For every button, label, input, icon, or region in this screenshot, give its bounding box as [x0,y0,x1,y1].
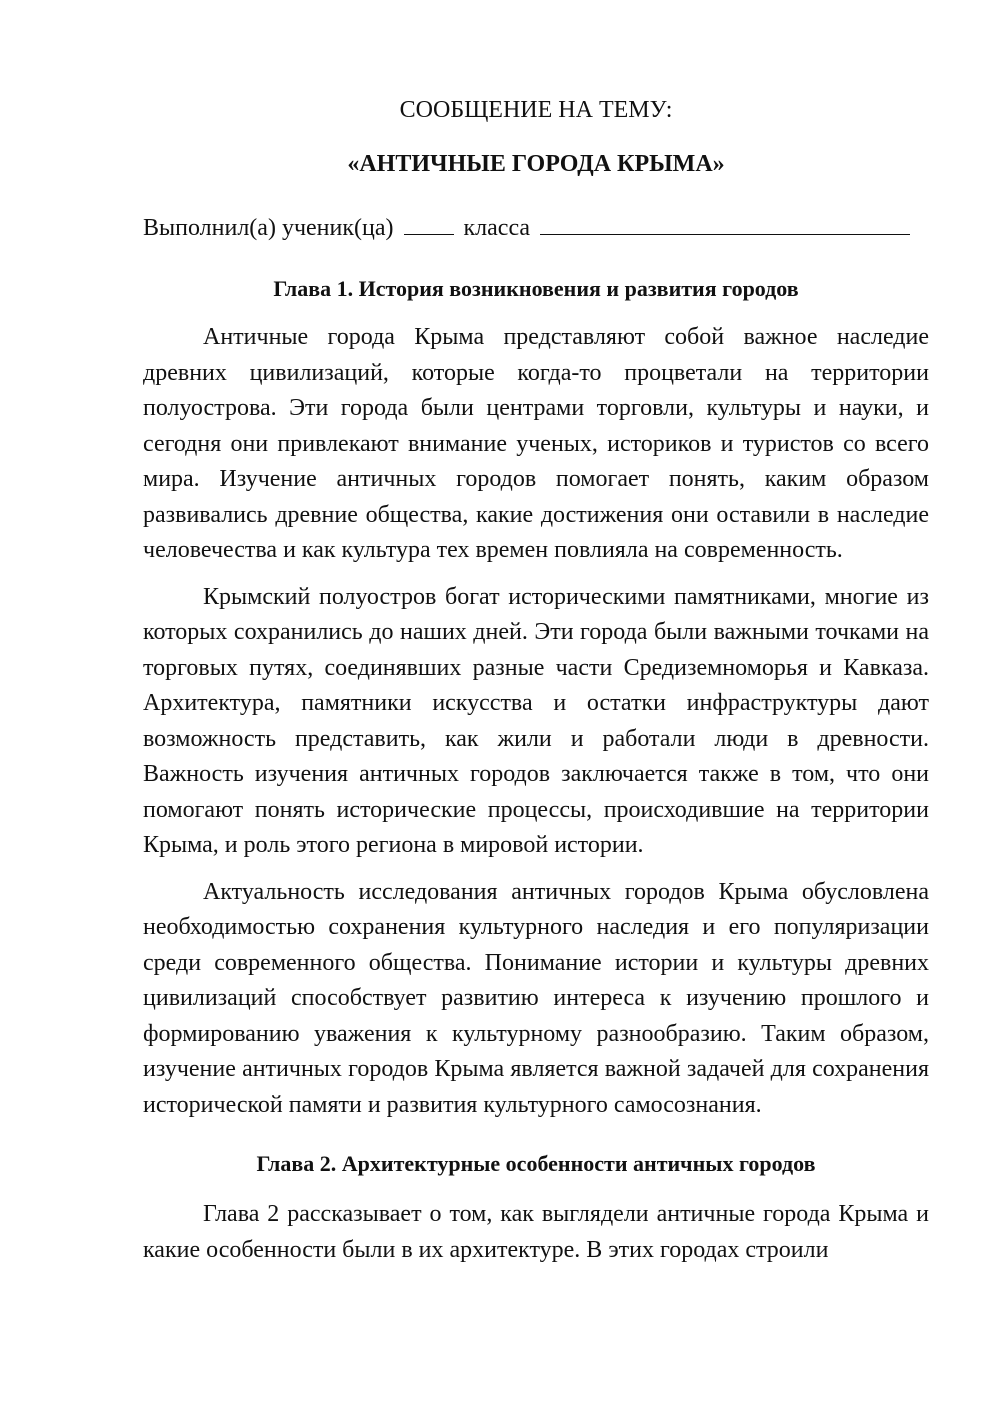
chapter-1-paragraph: Крымский полуостров богат историческими памятниками, многие из которых сохранились до наших дней. Эти города были важными точками на торговых путях, соединявших разные части Средиземноморья и Кавказа. Архитектура, памятники искусства и остатки инфраструктуры дают возможность представить, как жили и работали люди в древности. Важность изучения античных городов заключается также в том, что они помогают понять исторические процессы, происходившие на территории Крыма, и роль этого региона в мировой истории. [143,583,929,858]
chapter-2-heading: Глава 2. Архитектурные особенности античных городов [256,1151,816,1176]
class-label: класса [463,215,531,241]
chapter-2-paragraph: Глава 2 рассказывает о том, как выглядели античные города Крыма и какие особенности были в их архитектуре. В этих городах строили [143,1201,929,1263]
chapter-1-paragraph: Античные города Крыма представляют собой важное наследие древних цивилизаций, которые когда-то процветали на территории полуострова. Эти города были центрами торговли, культуры и науки, и сегодня они привлекают внимание ученых, историков и туристов со всего мира. Изучение античных городов помогает понять, каким образом развивались древние общества, какие достижения они оставили в наследие человечества и как культура тех времен повлияла на современность. [143,324,929,563]
document-title-line-2: «АНТИЧНЫЕ ГОРОДА КРЫМА» [347,151,725,177]
author-label: Выполнил(а) ученик(ца) [143,215,394,241]
chapter-1-paragraph: Актуальность исследования античных городов Крыма обусловлена необходимостью сохранения культурного наследия и его популяризации среди современного общества. Понимание истории и культуры древних цивилизаций способствует развитию интереса к изучению прошлого и формированию уважения к культурному разнообразию. Таким образом, изучение античных городов Крыма является важной задачей для сохранения исторической памяти и развития культурного самосознания. [143,878,929,1118]
chapter-1-heading: Глава 1. История возникновения и развития городов [273,276,799,301]
author-line [143,210,929,246]
document-body [143,92,929,1279]
student-name-blank [540,214,910,235]
document-title-line-1: СООБЩЕНИЕ НА ТЕМУ: [399,97,673,123]
class-number-blank [404,214,454,235]
